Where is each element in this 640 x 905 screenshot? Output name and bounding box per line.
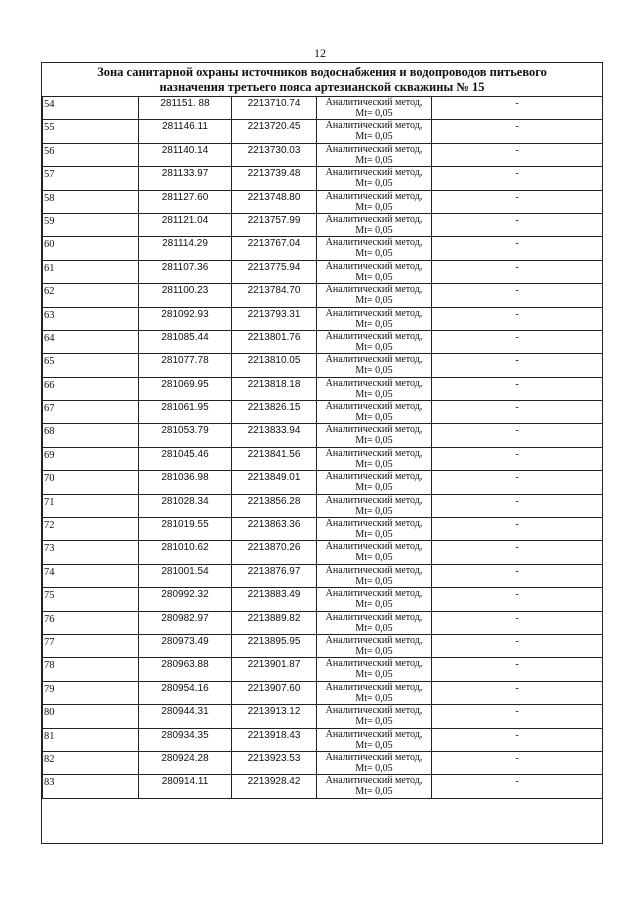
coordinate-y-cell: 2213810.05: [232, 354, 317, 377]
method-cell: [317, 705, 432, 728]
point-number-cell: 60: [43, 237, 139, 260]
method-cell: [317, 658, 432, 681]
point-number-cell: 76: [43, 611, 139, 634]
coordinate-y-cell: 2213775.94: [232, 260, 317, 283]
extra-value-cell: -: [432, 424, 603, 447]
accuracy-label: Mt= 0,05: [355, 669, 393, 681]
point-number-cell: 72: [43, 518, 139, 541]
table-row: [43, 775, 603, 798]
accuracy-label: Mt= 0,05: [355, 692, 393, 704]
coordinate-x-cell: 281019.55: [139, 518, 232, 541]
coordinate-y-cell: 2213876.97: [232, 564, 317, 587]
coordinate-y-cell: 2213720.45: [232, 120, 317, 143]
method-cell: [317, 377, 432, 400]
coordinate-x-cell: 281010.62: [139, 541, 232, 564]
table-row: [43, 377, 603, 400]
coordinate-x-cell: 281085.44: [139, 330, 232, 353]
method-label: Аналитический метод,: [325, 190, 423, 202]
table-row: [43, 751, 603, 774]
method-label: Аналитический метод,: [325, 634, 423, 646]
method-label: Аналитический метод,: [325, 307, 423, 319]
table-row: [43, 494, 603, 517]
extra-value-cell: -: [432, 471, 603, 494]
accuracy-label: Mt= 0,05: [355, 645, 393, 657]
extra-value-cell: -: [432, 354, 603, 377]
method-cell: [317, 213, 432, 236]
table-row: [43, 97, 603, 120]
coordinate-y-cell: 2213895.95: [232, 634, 317, 657]
method-cell: [317, 97, 432, 120]
table-row: [43, 190, 603, 213]
coordinate-x-cell: 281028.34: [139, 494, 232, 517]
coordinate-x-cell: 281092.93: [139, 307, 232, 330]
point-number-cell: 67: [43, 401, 139, 424]
table-row: [43, 518, 603, 541]
point-number-cell: 54: [43, 97, 139, 120]
method-cell: [317, 681, 432, 704]
point-number-cell: 71: [43, 494, 139, 517]
method-cell: [317, 307, 432, 330]
point-number-cell: 78: [43, 658, 139, 681]
coordinate-y-cell: 2213784.70: [232, 284, 317, 307]
accuracy-label: Mt= 0,05: [355, 762, 393, 774]
method-label: Аналитический метод,: [325, 97, 423, 108]
method-label: Аналитический метод,: [325, 658, 423, 670]
table-title-line-2: назначения третьего пояса артезианской скважины № 15: [159, 80, 485, 94]
coordinate-y-cell: 2213883.49: [232, 588, 317, 611]
accuracy-label: Mt= 0,05: [355, 575, 393, 587]
method-label: Аналитический метод,: [325, 260, 423, 272]
table-row: [43, 564, 603, 587]
method-cell: [317, 237, 432, 260]
page-number: 12: [314, 46, 326, 60]
coordinate-y-cell: 2213870.26: [232, 541, 317, 564]
accuracy-label: Mt= 0,05: [355, 341, 393, 353]
method-label: Аналитический метод,: [325, 213, 423, 225]
coordinate-x-cell: 280954.16: [139, 681, 232, 704]
extra-value-cell: -: [432, 213, 603, 236]
point-number-cell: 69: [43, 447, 139, 470]
method-label: Аналитический метод,: [325, 377, 423, 389]
method-label: Аналитический метод,: [325, 541, 423, 553]
table-row: [43, 471, 603, 494]
point-number-cell: 80: [43, 705, 139, 728]
table-row: [43, 588, 603, 611]
coordinate-x-cell: 281061.95: [139, 401, 232, 424]
extra-value-cell: -: [432, 541, 603, 564]
coordinate-x-cell: 281114.29: [139, 237, 232, 260]
accuracy-label: Mt= 0,05: [355, 458, 393, 470]
extra-value-cell: -: [432, 658, 603, 681]
extra-value-cell: -: [432, 167, 603, 190]
coordinate-x-cell: 280992.32: [139, 588, 232, 611]
point-number-cell: 81: [43, 728, 139, 751]
method-label: Аналитический метод,: [325, 681, 423, 693]
coordinate-y-cell: 2213757.99: [232, 213, 317, 236]
coordinate-x-cell: 281077.78: [139, 354, 232, 377]
extra-value-cell: -: [432, 705, 603, 728]
extra-value-cell: -: [432, 518, 603, 541]
accuracy-label: Mt= 0,05: [355, 552, 393, 564]
accuracy-label: Mt= 0,05: [355, 108, 393, 119]
accuracy-label: Mt= 0,05: [355, 482, 393, 494]
accuracy-label: Mt= 0,05: [355, 505, 393, 517]
point-number-cell: 68: [43, 424, 139, 447]
accuracy-label: Mt= 0,05: [355, 154, 393, 166]
coordinate-x-cell: 281001.54: [139, 564, 232, 587]
method-label: Аналитический метод,: [325, 424, 423, 436]
extra-value-cell: -: [432, 775, 603, 798]
coordinate-y-cell: 2213923.53: [232, 751, 317, 774]
accuracy-label: Mt= 0,05: [355, 295, 393, 307]
point-number-cell: 61: [43, 260, 139, 283]
accuracy-label: Mt= 0,05: [355, 739, 393, 751]
table-title: [42, 63, 602, 96]
coordinate-y-cell: 2213818.18: [232, 377, 317, 400]
coordinate-y-cell: 2213849.01: [232, 471, 317, 494]
table-title-line-1: Зона санитарной охраны источников водоснабжения и водопроводов питьевого: [97, 65, 547, 79]
point-number-cell: 77: [43, 634, 139, 657]
point-number-cell: 75: [43, 588, 139, 611]
point-number-cell: 56: [43, 143, 139, 166]
coordinate-x-cell: 281151. 88: [139, 97, 232, 120]
extra-value-cell: -: [432, 237, 603, 260]
coordinate-y-cell: 2213918.43: [232, 728, 317, 751]
method-cell: [317, 167, 432, 190]
coordinate-y-cell: 2213730.03: [232, 143, 317, 166]
coordinate-y-cell: 2213801.76: [232, 330, 317, 353]
table-row: [43, 354, 603, 377]
method-cell: [317, 634, 432, 657]
point-number-cell: 79: [43, 681, 139, 704]
point-number-cell: 74: [43, 564, 139, 587]
coordinate-x-cell: 281045.46: [139, 447, 232, 470]
table-row: [43, 634, 603, 657]
method-cell: [317, 728, 432, 751]
coordinate-y-cell: 2213841.56: [232, 447, 317, 470]
extra-value-cell: -: [432, 611, 603, 634]
coordinate-x-cell: 281036.98: [139, 471, 232, 494]
point-number-cell: 55: [43, 120, 139, 143]
method-label: Аналитический метод,: [325, 167, 423, 179]
extra-value-cell: -: [432, 494, 603, 517]
method-cell: [317, 471, 432, 494]
extra-value-cell: -: [432, 190, 603, 213]
extra-value-cell: -: [432, 143, 603, 166]
coordinate-x-cell: 280914.11: [139, 775, 232, 798]
table-row: [43, 424, 603, 447]
method-label: Аналитический метод,: [325, 284, 423, 296]
extra-value-cell: -: [432, 330, 603, 353]
method-cell: [317, 494, 432, 517]
accuracy-label: Mt= 0,05: [355, 201, 393, 213]
method-cell: [317, 401, 432, 424]
point-number-cell: 66: [43, 377, 139, 400]
coordinate-y-cell: 2213748.80: [232, 190, 317, 213]
method-cell: [317, 330, 432, 353]
extra-value-cell: -: [432, 634, 603, 657]
table-row: [43, 681, 603, 704]
coordinate-x-cell: 281121.04: [139, 213, 232, 236]
method-label: Аналитический метод,: [325, 471, 423, 483]
coordinate-x-cell: 281100.23: [139, 284, 232, 307]
method-cell: [317, 518, 432, 541]
accuracy-label: Mt= 0,05: [355, 318, 393, 330]
coordinate-y-cell: 2213710.74: [232, 97, 317, 120]
method-label: Аналитический метод,: [325, 237, 423, 249]
coordinate-y-cell: 2213826.15: [232, 401, 317, 424]
point-number-cell: 57: [43, 167, 139, 190]
method-label: Аналитический метод,: [325, 143, 423, 155]
table-row: [43, 611, 603, 634]
table-row: [43, 284, 603, 307]
point-number-cell: 82: [43, 751, 139, 774]
accuracy-label: Mt= 0,05: [355, 271, 393, 283]
document-frame: [41, 62, 603, 844]
method-cell: [317, 143, 432, 166]
table-row: [43, 401, 603, 424]
extra-value-cell: -: [432, 307, 603, 330]
coordinate-y-cell: 2213901.87: [232, 658, 317, 681]
coordinate-x-cell: 280934.35: [139, 728, 232, 751]
method-label: Аналитический метод,: [325, 611, 423, 623]
coordinate-y-cell: 2213928.42: [232, 775, 317, 798]
accuracy-label: Mt= 0,05: [355, 248, 393, 260]
coordinate-x-cell: 281146.11: [139, 120, 232, 143]
coordinate-y-cell: 2213833.94: [232, 424, 317, 447]
accuracy-label: Mt= 0,05: [355, 131, 393, 143]
extra-value-cell: -: [432, 377, 603, 400]
method-label: Аналитический метод,: [325, 588, 423, 600]
accuracy-label: Mt= 0,05: [355, 786, 393, 798]
coordinate-y-cell: 2213793.31: [232, 307, 317, 330]
method-cell: [317, 120, 432, 143]
extra-value-cell: -: [432, 260, 603, 283]
point-number-cell: 62: [43, 284, 139, 307]
table-row: [43, 167, 603, 190]
coordinates-table-body: [43, 97, 603, 799]
point-number-cell: 73: [43, 541, 139, 564]
coordinate-x-cell: 281069.95: [139, 377, 232, 400]
table-row: [43, 213, 603, 236]
method-cell: [317, 190, 432, 213]
table-row: [43, 705, 603, 728]
method-label: Аналитический метод,: [325, 775, 423, 787]
accuracy-label: Mt= 0,05: [355, 365, 393, 377]
coordinate-x-cell: 280944.31: [139, 705, 232, 728]
method-label: Аналитический метод,: [325, 354, 423, 366]
table-row: [43, 237, 603, 260]
coordinate-y-cell: 2213856.28: [232, 494, 317, 517]
method-label: Аналитический метод,: [325, 751, 423, 763]
point-number-cell: 64: [43, 330, 139, 353]
accuracy-label: Mt= 0,05: [355, 412, 393, 424]
extra-value-cell: -: [432, 728, 603, 751]
table-row: [43, 260, 603, 283]
method-label: Аналитический метод,: [325, 728, 423, 740]
method-cell: [317, 564, 432, 587]
point-number-cell: 70: [43, 471, 139, 494]
method-cell: [317, 354, 432, 377]
method-label: Аналитический метод,: [325, 401, 423, 413]
table-row: [43, 728, 603, 751]
coordinate-x-cell: 280982.97: [139, 611, 232, 634]
extra-value-cell: -: [432, 681, 603, 704]
coordinate-x-cell: 281140.14: [139, 143, 232, 166]
table-row: [43, 541, 603, 564]
coordinate-x-cell: 280924.28: [139, 751, 232, 774]
method-cell: [317, 260, 432, 283]
coordinate-y-cell: 2213767.04: [232, 237, 317, 260]
method-cell: [317, 447, 432, 470]
method-cell: [317, 424, 432, 447]
point-number-cell: 65: [43, 354, 139, 377]
extra-value-cell: -: [432, 588, 603, 611]
coordinate-y-cell: 2213739.48: [232, 167, 317, 190]
extra-value-cell: -: [432, 284, 603, 307]
table-row: [43, 658, 603, 681]
method-label: Аналитический метод,: [325, 705, 423, 717]
table-row: [43, 447, 603, 470]
method-label: Аналитический метод,: [325, 564, 423, 576]
accuracy-label: Mt= 0,05: [355, 178, 393, 190]
coordinate-x-cell: 280963.88: [139, 658, 232, 681]
table-row: [43, 330, 603, 353]
point-number-cell: 58: [43, 190, 139, 213]
coordinate-x-cell: 281127.60: [139, 190, 232, 213]
coordinate-y-cell: 2213889.82: [232, 611, 317, 634]
extra-value-cell: -: [432, 120, 603, 143]
accuracy-label: Mt= 0,05: [355, 435, 393, 447]
point-number-cell: 83: [43, 775, 139, 798]
method-label: Аналитический метод,: [325, 447, 423, 459]
table-row: [43, 143, 603, 166]
method-cell: [317, 541, 432, 564]
method-label: Аналитический метод,: [325, 518, 423, 530]
coordinate-y-cell: 2213907.60: [232, 681, 317, 704]
coordinate-y-cell: 2213913.12: [232, 705, 317, 728]
method-cell: [317, 775, 432, 798]
extra-value-cell: -: [432, 401, 603, 424]
table-row: [43, 307, 603, 330]
method-cell: [317, 284, 432, 307]
coordinate-x-cell: 281133.97: [139, 167, 232, 190]
accuracy-label: Mt= 0,05: [355, 599, 393, 611]
extra-value-cell: -: [432, 564, 603, 587]
coordinate-x-cell: 281053.79: [139, 424, 232, 447]
method-label: Аналитический метод,: [325, 330, 423, 342]
method-cell: [317, 751, 432, 774]
point-number-cell: 59: [43, 213, 139, 236]
accuracy-label: Mt= 0,05: [355, 529, 393, 541]
method-label: Аналитический метод,: [325, 120, 423, 132]
extra-value-cell: -: [432, 97, 603, 120]
point-number-cell: 63: [43, 307, 139, 330]
extra-value-cell: -: [432, 447, 603, 470]
method-label: Аналитический метод,: [325, 494, 423, 506]
accuracy-label: Mt= 0,05: [355, 388, 393, 400]
coordinate-x-cell: 280973.49: [139, 634, 232, 657]
coordinate-x-cell: 281107.36: [139, 260, 232, 283]
method-cell: [317, 588, 432, 611]
method-cell: [317, 611, 432, 634]
extra-value-cell: -: [432, 751, 603, 774]
accuracy-label: Mt= 0,05: [355, 716, 393, 728]
coordinate-y-cell: 2213863.36: [232, 518, 317, 541]
table-row: [43, 120, 603, 143]
accuracy-label: Mt= 0,05: [355, 622, 393, 634]
accuracy-label: Mt= 0,05: [355, 224, 393, 236]
coordinates-table: [42, 96, 603, 799]
